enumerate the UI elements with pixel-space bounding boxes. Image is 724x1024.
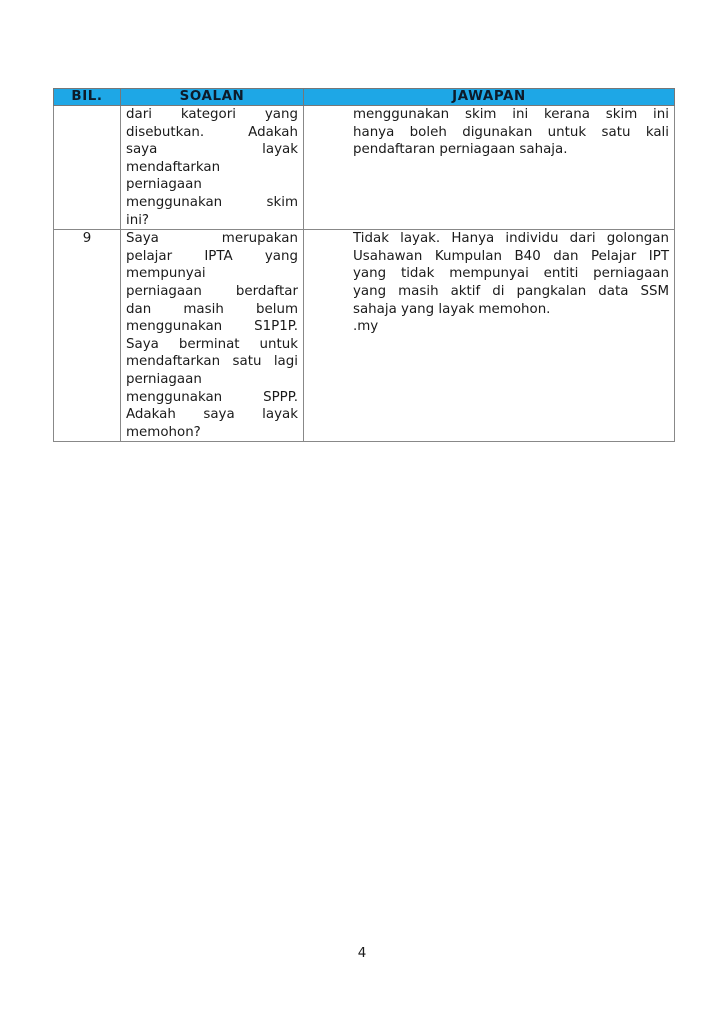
soalan-line: perniagaan berdaftar [126, 283, 298, 299]
jawapan-line: Tidak layak. Hanya individu dari golongan [353, 231, 669, 247]
header-bil: BIL. [54, 89, 121, 106]
row-bil-cell [54, 106, 121, 230]
soalan-line: saya layak [126, 142, 298, 158]
row-soalan-cell [121, 106, 304, 230]
soalan-line: perniagaan [126, 371, 202, 387]
page-number: 4 [357, 946, 367, 961]
soalan-line: menggunakan SPPP. [126, 389, 298, 405]
soalan-line: Saya merupakan [126, 231, 298, 247]
table-row [54, 106, 675, 230]
soalan-line: Adakah saya layak [126, 407, 298, 423]
table-row [54, 230, 675, 442]
soalan-line: memohon? [126, 424, 201, 440]
header-jawapan: JAWAPAN [304, 89, 675, 106]
jawapan-line: yang tidak mempunyai entiti perniagaan [353, 266, 669, 282]
jawapan-line: sahaja yang layak memohon. [353, 301, 551, 317]
table-header-row [54, 89, 675, 106]
row-soalan-cell [121, 230, 304, 442]
soalan-line: mempunyai [126, 266, 206, 282]
row-bil-cell: 9 [54, 230, 121, 442]
jawapan-line: Usahawan Kumpulan B40 dan Pelajar IPT [353, 248, 669, 264]
soalan-line: dari kategori yang [126, 107, 298, 122]
soalan-line: disebutkan. Adakah [126, 124, 298, 140]
soalan-line: perniagaan [126, 177, 202, 193]
soalan-line: menggunakan S1P1P. [126, 319, 298, 335]
soalan-line: mendaftarkan satu lagi [126, 354, 298, 370]
soalan-line: mendaftarkan [126, 159, 221, 175]
soalan-line: ini? [126, 212, 150, 228]
jawapan-line: menggunakan skim ini kerana skim ini [353, 107, 669, 122]
jawapan-line: .my [353, 319, 379, 335]
jawapan-line: yang masih aktif di pangkalan data SSM [353, 283, 669, 299]
soalan-line: menggunakan skim [126, 194, 298, 210]
row-jawapan-cell [304, 230, 675, 442]
jawapan-line: pendaftaran perniagaan sahaja. [353, 142, 568, 158]
faq-table [53, 88, 675, 442]
header-soalan: SOALAN [121, 89, 304, 106]
jawapan-line: hanya boleh digunakan untuk satu kali [353, 124, 669, 140]
soalan-line: dan masih belum [126, 301, 298, 317]
soalan-line: Saya berminat untuk [126, 336, 298, 352]
soalan-line: pelajar IPTA yang [126, 248, 298, 264]
row-jawapan-cell [304, 106, 675, 230]
